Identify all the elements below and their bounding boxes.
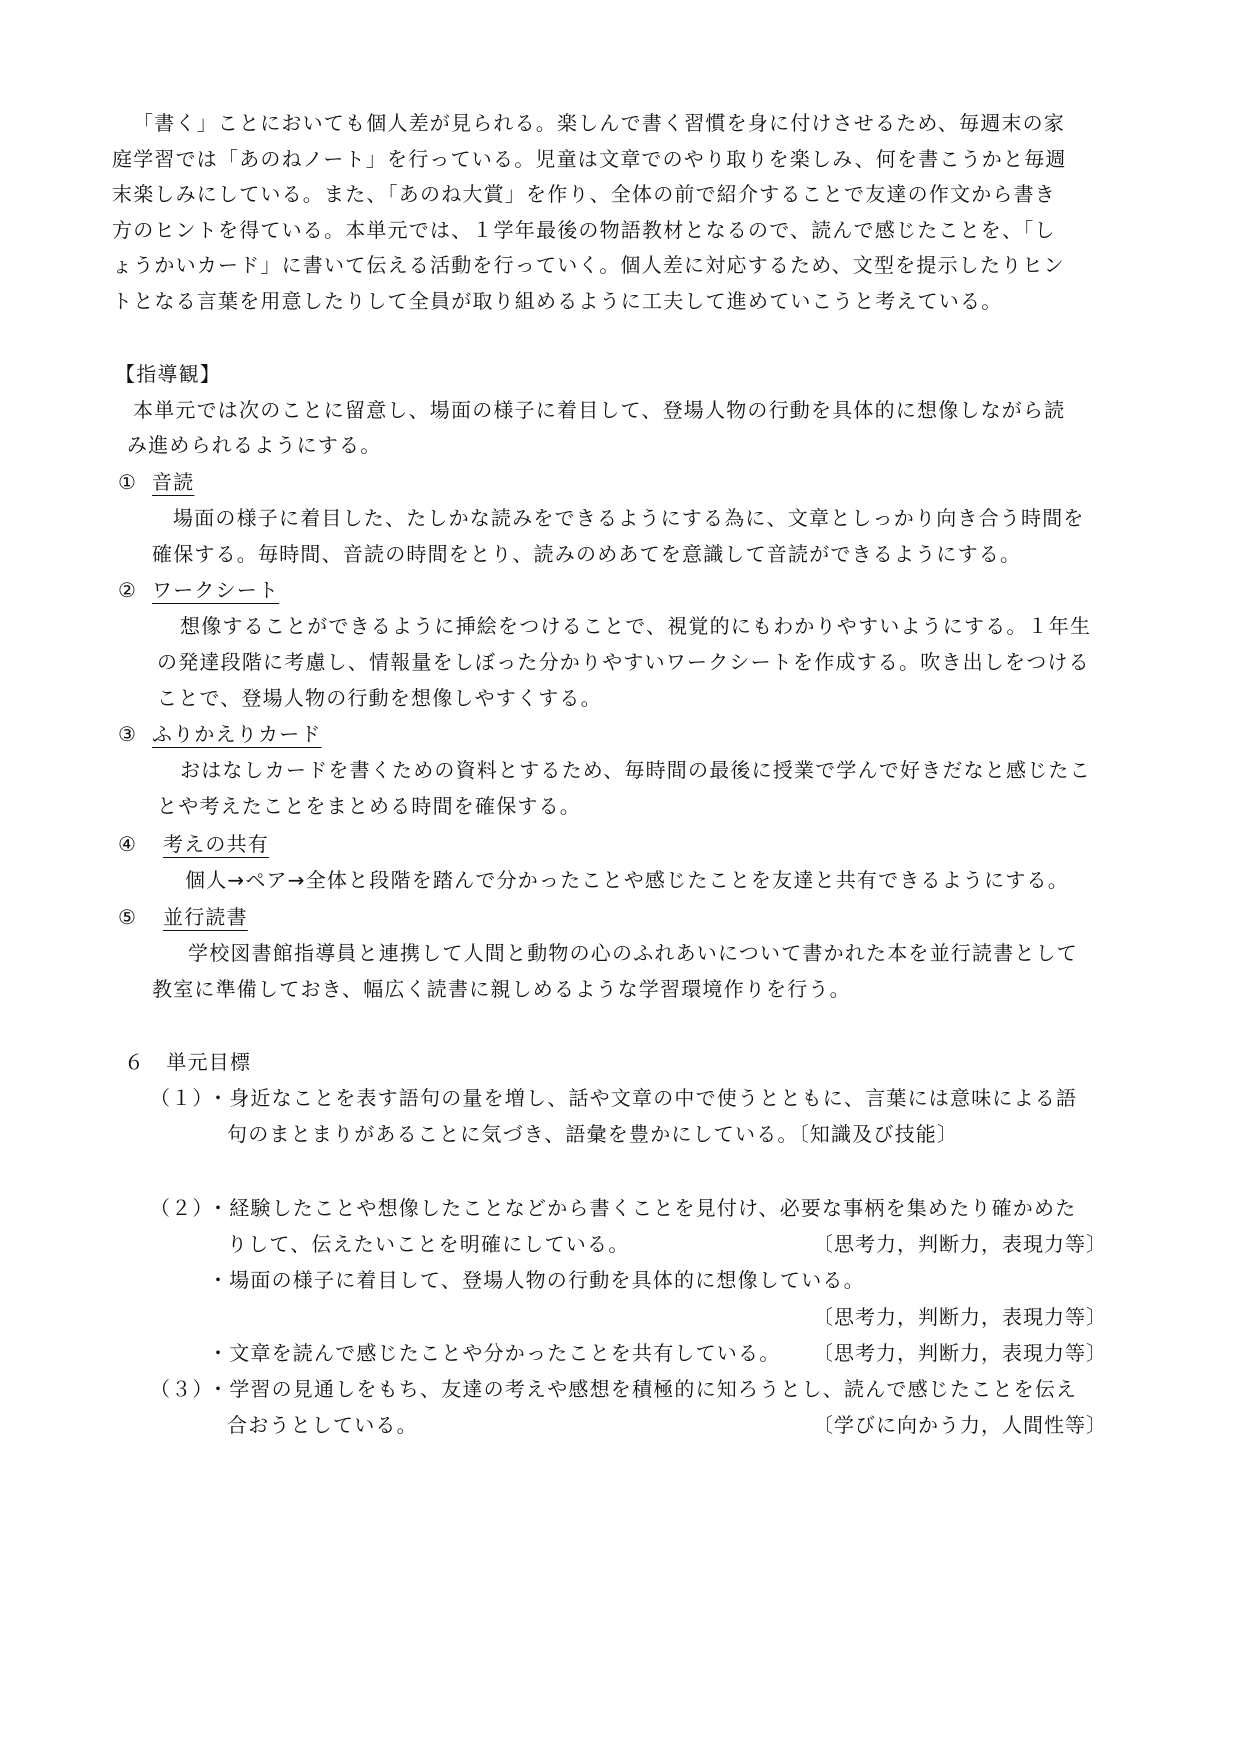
item-title: 並行読書 — [163, 905, 248, 929]
goal-category-tag: 〔思考力，判断力，表現力等〕 — [813, 1341, 1107, 1365]
goal-line: ・文章を読んで感じたことや分かったことを共有している。 — [208, 1341, 781, 1365]
intro-line: 庭学習では「あのねノート」を行っている。児童は文章でのやり取りを楽しみ、何を書こうかと毎週 — [112, 147, 1067, 171]
goal-line: ・場面の様子に着目して、登場人物の行動を具体的に想像している。 — [208, 1268, 865, 1292]
item-body-line: 個人→ペア→全体と段階を踏んで分かったことや感じたことを友達と共有できるようにする。 — [185, 868, 1069, 892]
item-body-line: 教室に準備しておき、幅広く読書に親しめるような学習環境作りを行う。 — [152, 977, 851, 1001]
goal-category-tag: 〔学びに向かう力，人間性等〕 — [813, 1413, 1107, 1437]
item-body-line: 想像することができるように挿絵をつけることで、視覚的にもわかりやすいようにする。１年生 — [180, 614, 1092, 638]
item-title: 考えの共有 — [163, 832, 269, 856]
item-body-line: 学校図書館指導員と連携して人間と動物の心のふれあいについて書かれた本を並行読書として — [188, 941, 1078, 965]
item-body-line: 場面の様子に着目した、たしかな読みをできるようにする為に、文章としっかり向き合う時間を — [173, 506, 1085, 530]
intro-line: 末楽しみにしている。また、「あのね大賞」を作り、全体の前で紹介することで友達の作文から書き — [112, 182, 1056, 206]
item-title: ふりかえりカード — [152, 722, 322, 746]
intro-line: 方のヒントを得ている。本単元では、１学年最後の物語教材となるので、読んで感じたことを、「し — [112, 218, 1056, 242]
goal-line: 句のまとまりがあることに気づき、語彙を豊かにしている。〔知識及び技能〕 — [227, 1122, 959, 1146]
item-number: ⑤ — [118, 905, 138, 929]
goal-line: ・身近なことを表す語句の量を増し、話や文章の中で使うとともに、言葉には意味による語 — [208, 1086, 1078, 1110]
item-body-line: ことで、登場人物の行動を想像しやすくする。 — [157, 686, 602, 710]
section-heading: ６ 単元目標 — [124, 1050, 252, 1074]
item-number: ④ — [118, 832, 138, 856]
intro-line: トとなる言葉を用意したりして全員が取り組めるように工夫して進めていこうと考えている。 — [112, 289, 1003, 313]
goal-number: （２） — [150, 1196, 214, 1220]
goal-line: りして、伝えたいことを明確にしている。 — [227, 1232, 630, 1256]
goal-category-tag: 〔思考力，判断力，表現力等〕 — [813, 1232, 1107, 1256]
goal-category-tag: 〔思考力，判断力，表現力等〕 — [813, 1305, 1107, 1329]
item-title: 音読 — [152, 470, 195, 494]
lead-line: 本単元では次のことに留意し、場面の様子に着目して、登場人物の行動を具体的に想像しながら読 — [133, 398, 1066, 422]
item-body-line: とや考えたことをまとめる時間を確保する。 — [157, 794, 581, 818]
lead-line: み進められるようにする。 — [127, 433, 382, 457]
intro-line: 「書く」ことにおいても個人差が見られる。楽しんで書く習慣を身に付けさせるため、毎週末の家 — [133, 111, 1065, 135]
item-number: ② — [118, 578, 138, 602]
goal-line: 合おうとしている。 — [227, 1413, 418, 1437]
item-body-line: 確保する。毎時間、音読の時間をとり、読みのめあてを意識して音読ができるようにする。 — [152, 542, 1022, 566]
item-body-line: おはなしカードを書くための資料とするため、毎時間の最後に授業で学んで好きだなと感じたこ — [180, 758, 1091, 782]
item-body-line: の発達段階に考慮し、情報量をしぼった分かりやすいワークシートを作成する。吹き出しをつける — [157, 650, 1090, 674]
goal-line: ・経験したことや想像したことなどから書くことを見付け、必要な事柄を集めたり確かめた — [208, 1196, 1077, 1220]
intro-line: ょうかいカード」に書いて伝える活動を行っていく。個人差に対応するため、文型を提示したりヒン — [112, 253, 1065, 277]
goal-number: （３） — [150, 1377, 214, 1401]
item-number: ③ — [118, 722, 138, 746]
goal-line: ・学習の見通しをもち、友達の考えや感想を積極的に知ろうとし、読んで感じたことを伝え — [208, 1377, 1078, 1401]
item-number: ① — [118, 470, 138, 494]
goal-number: （１） — [150, 1086, 214, 1110]
section-heading: 【指導観】 — [115, 362, 221, 386]
item-title: ワークシート — [152, 578, 280, 602]
